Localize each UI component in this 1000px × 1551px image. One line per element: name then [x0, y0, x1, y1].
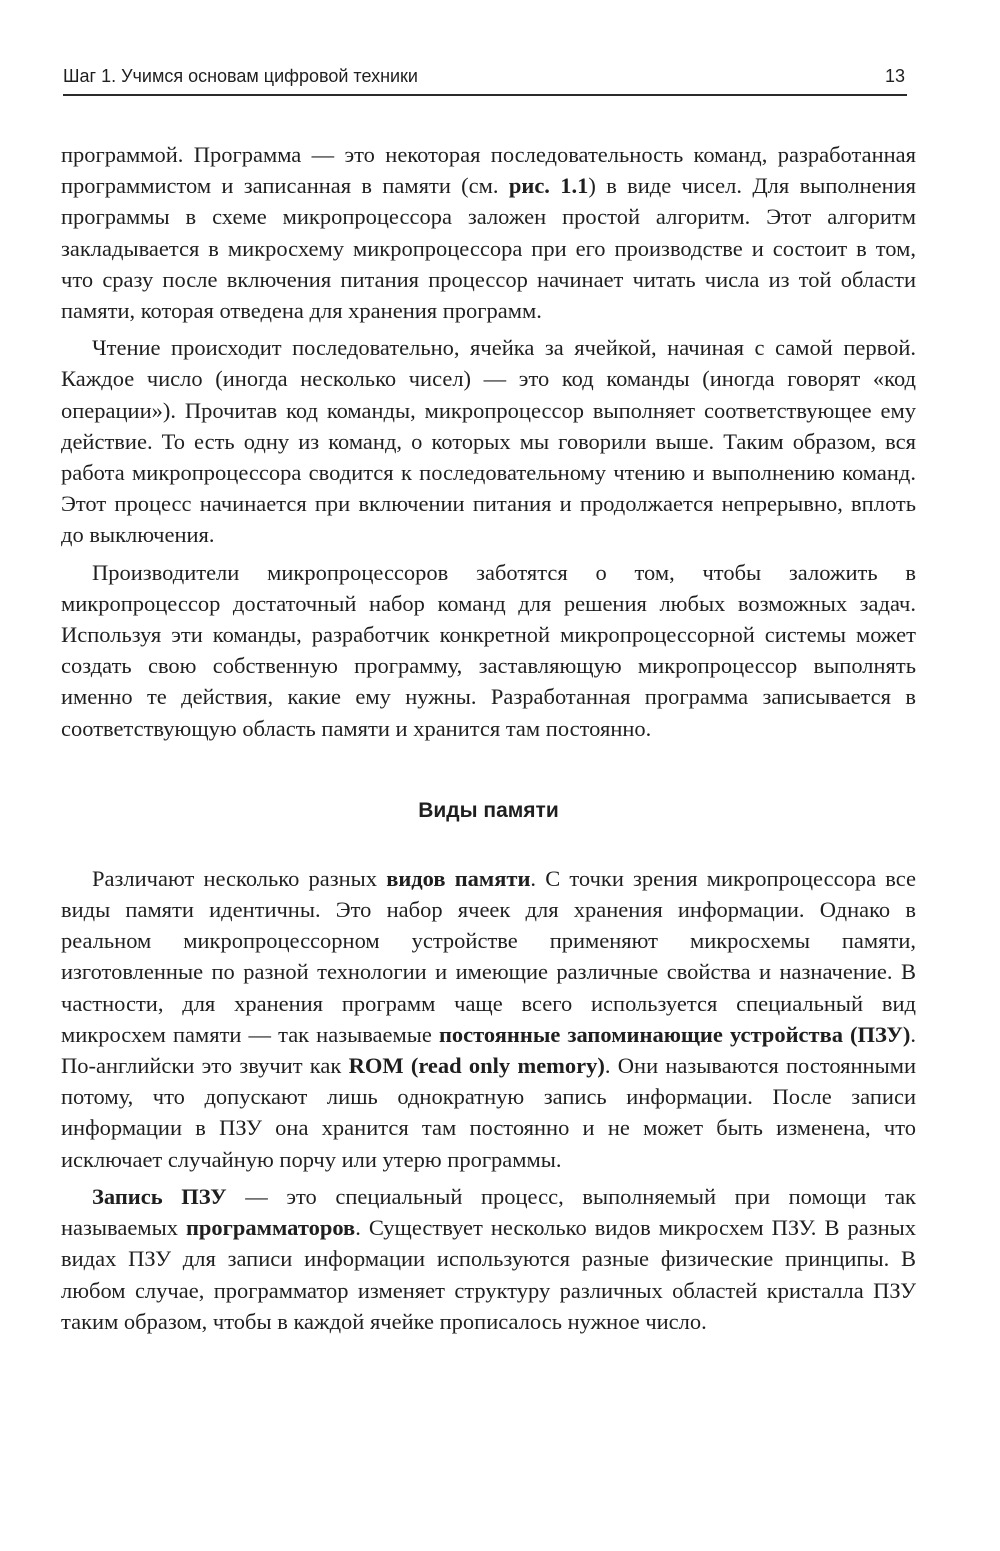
bold-term: видов памяти [386, 865, 531, 891]
paragraph [61, 139, 916, 326]
text-run: Чтение происходит последовательно, ячейка за ячейкой, начиная с самой первой. Каждое число (иногда несколько чисел) — это код команды (иногда говорят «код операции»). Прочитав код команды, микропроцессор выполняет соответствующее ему действие. То есть одну из команд, о которых мы говорили выше. Таким образом, вся работа микропроцессора сводится к последовательному чтению и выполнению команд. Этот процесс начинается при включении питания и продолжается непрерывно, вплоть до выключения. [61, 335, 916, 548]
text-run: — это специальный процесс, выполняемый при помощи так называемых [61, 1183, 916, 1241]
bold-term: Запись ПЗУ [92, 1183, 227, 1209]
bold-term: ROM (read only memory) [348, 1053, 605, 1079]
section-intro [61, 139, 916, 744]
text-run: . С точки зрения микропроцессора все виды памяти идентичны. Это набор ячеек для хранения информации. Однако в реальном микропроцессорном устройстве применяют микросхемы памяти, изготовленные по разной технологии и имеющие различные свойства и назначение. В частности, для хранения программ чаще всего используется специальный вид микросхем памяти — так называемые [61, 865, 916, 1047]
text-run: . Они называются постоянными потому, что допускают лишь однократную запись информации. После записи информации в ПЗУ она хранится там постоянно и не может быть изменена, что исключает случайную порчу или утерю программы. [61, 1053, 916, 1172]
running-header [63, 64, 907, 96]
paragraph [61, 1181, 916, 1337]
section-heading: Виды памяти [418, 798, 559, 822]
chapter-title: Шаг 1. Учимся основам цифровой техники [63, 66, 418, 86]
paragraph [61, 332, 916, 550]
text-run: Производители микропроцессоров заботятся о том, чтобы заложить в микропроцессор достаточный набор команд для решения любых возможных задач. Используя эти команды, разработчик конкретной микропроцессорной системы может создать свою собственную программу, заставляющую микропроцессор выполнять именно те действия, какие ему нужны. Разработанная программа записывается в соответствующую область памяти и хранится там постоянно. [61, 559, 916, 741]
text-run: Различают несколько разных [92, 865, 387, 891]
text-run: . По-английски это звучит как [61, 1021, 916, 1079]
bold-term: программаторов [185, 1215, 356, 1241]
page-body [61, 139, 916, 1337]
text-run: программой. Программа — это некоторая последовательность команд, разработанная программистом и записанная в памяти (см. [61, 142, 916, 199]
bold-term: рис. 1.1 [508, 173, 589, 199]
paragraph [61, 863, 916, 1175]
paragraph [61, 557, 916, 744]
bold-term: постоянные запоминающие устройства (ПЗУ) [438, 1021, 911, 1047]
text-run: ) в виде чисел. Для выполнения программы в схеме микропроцессора заложен простой алгоритм. Этот алгоритм закладывается в микросхему микропроцессора при его производстве и состоит в том, что сразу после включения питания процессор начинает читать числа из той области памяти, которая отведена для хранения программ. [61, 173, 916, 324]
page-number: 13 [884, 66, 905, 86]
text-run: . Существует несколько видов микросхем ПЗУ. В разных видах ПЗУ для записи информации используются разные физические принципы. В любом случае, программатор изменяет структуру различных областей кристалла ПЗУ таким образом, чтобы в каждой ячейке прописалось нужное число. [61, 1215, 916, 1334]
section-memory-types [61, 863, 916, 1337]
